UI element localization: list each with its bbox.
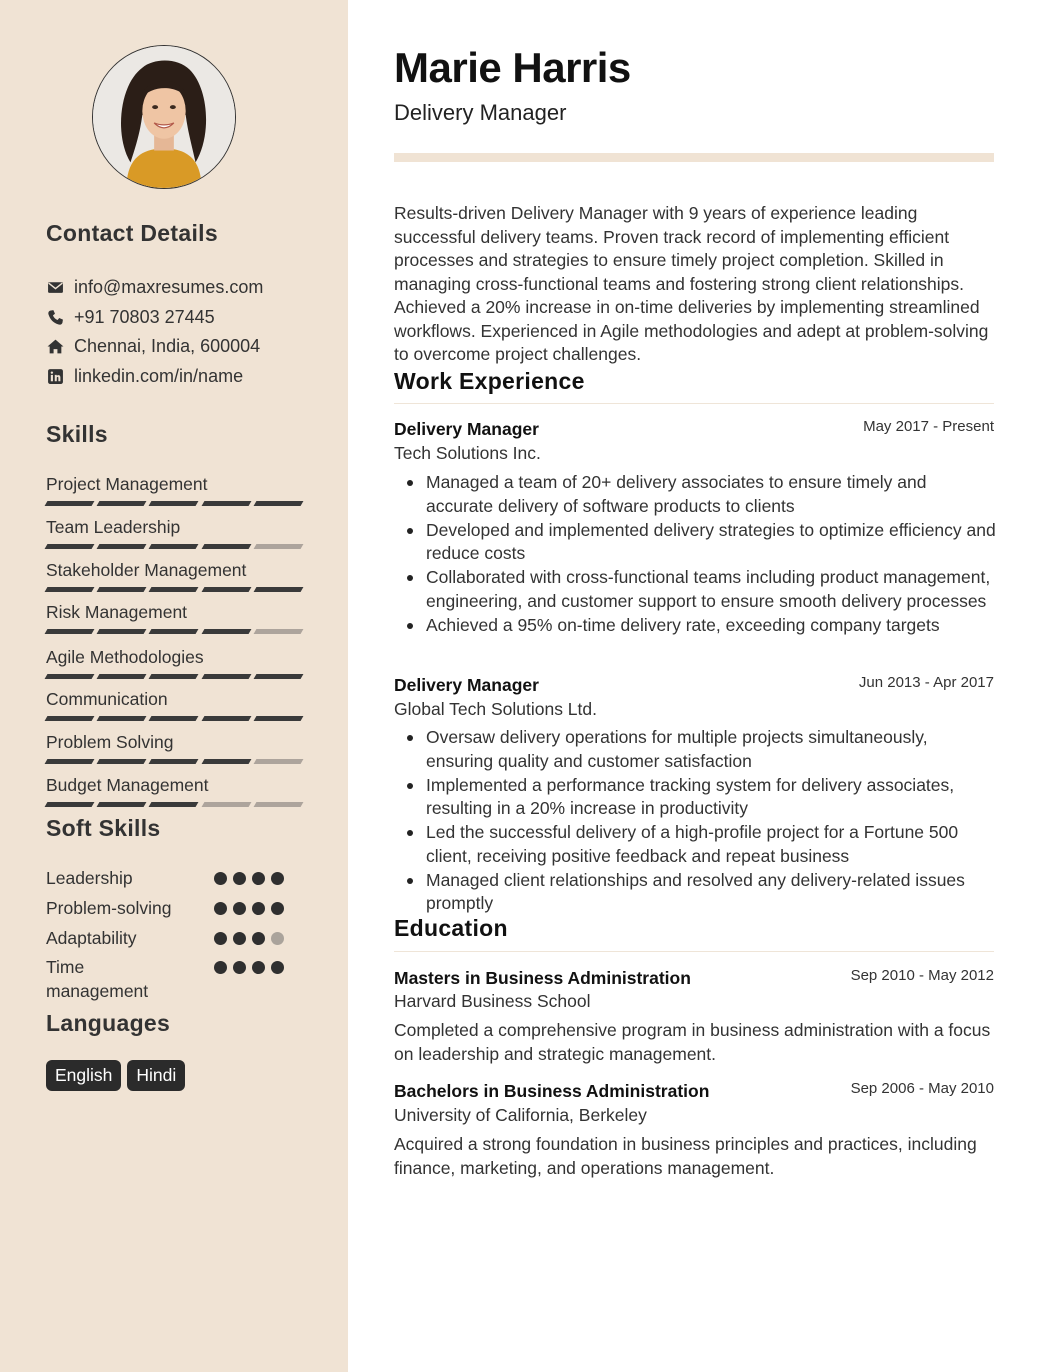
skill-label: Team Leadership xyxy=(46,517,181,537)
skill-item xyxy=(46,688,302,721)
skill-segment-filled xyxy=(149,802,199,807)
languages-list xyxy=(46,1060,185,1091)
section-divider xyxy=(394,403,994,404)
job-bullets xyxy=(394,471,998,638)
skill-segment-filled xyxy=(149,716,199,721)
education-heading: Education xyxy=(394,915,508,941)
job-dates: May 2017 - Present xyxy=(863,418,994,435)
soft-skill-label: Time management xyxy=(46,957,149,1001)
skill-label: Project Management xyxy=(46,474,208,494)
skill-item xyxy=(46,774,302,807)
skill-segment-filled xyxy=(201,587,251,592)
skill-item xyxy=(46,473,302,506)
school-name: Harvard Business School xyxy=(394,991,591,1011)
skill-segment-filled xyxy=(45,802,95,807)
skill-segment-filled xyxy=(201,674,251,679)
skill-level-bar xyxy=(46,587,302,592)
rating-dot-filled xyxy=(271,961,284,974)
soft-skill-label: Problem-solving xyxy=(46,898,172,918)
rating-dot-filled xyxy=(233,902,246,915)
skill-segment-filled xyxy=(201,629,251,634)
contact-email[interactable] xyxy=(46,277,263,298)
skill-segment-filled xyxy=(149,759,199,764)
skill-label: Problem Solving xyxy=(46,732,174,752)
school-name: University of California, Berkeley xyxy=(394,1105,647,1125)
rating-dot-filled xyxy=(252,872,265,885)
skill-segment-filled xyxy=(253,501,303,506)
address-text: Chennai, India, 600004 xyxy=(74,336,261,356)
home-icon xyxy=(46,338,64,356)
soft-skills-heading: Soft Skills xyxy=(46,815,161,841)
skill-segment-empty xyxy=(201,802,251,807)
skill-segment-filled xyxy=(97,802,147,807)
envelope-icon xyxy=(46,279,64,297)
skill-level-bar xyxy=(46,759,302,764)
rating-dot-filled xyxy=(214,902,227,915)
job-company: Global Tech Solutions Ltd. xyxy=(394,699,598,719)
profile-summary: Results-driven Delivery Manager with 9 years of experience leading successful delivery teams. Proven track record of implementing efficient processes and strategies to ensure timely project completion. Skilled in managing cross-functional teams and fostering strong client relationships. Achieved a 20% increase in on-time deliveries by implementing streamlined workflows. Experienced in Agile methodologies and adept at problem-solving to overcome project challenges. xyxy=(394,203,989,364)
profile-photo xyxy=(92,45,236,189)
skill-segment-filled xyxy=(253,587,303,592)
skill-label: Communication xyxy=(46,689,168,709)
soft-skill-label: Leadership xyxy=(46,868,133,888)
skill-segment-filled xyxy=(97,716,147,721)
skill-segment-empty xyxy=(253,802,303,807)
contact-phone[interactable] xyxy=(46,307,215,328)
skill-segment-filled xyxy=(149,587,199,592)
job-title: Delivery Manager xyxy=(394,675,539,695)
job-company: Tech Solutions Inc. xyxy=(394,443,541,463)
list-item: Oversaw delivery operations for multiple projects simultaneously, ensuring quality and customer satisfaction xyxy=(394,726,998,773)
job-dates: Jun 2013 - Apr 2017 xyxy=(858,674,994,691)
soft-skill-rating xyxy=(214,932,284,945)
list-item: Collaborated with cross-functional teams including product management, engineering, and customer support to ensure smooth delivery processes xyxy=(394,566,998,613)
skill-level-bar xyxy=(46,674,302,679)
skill-segment-filled xyxy=(97,501,147,506)
skills-heading: Skills xyxy=(46,421,108,447)
skill-segment-filled xyxy=(45,629,95,634)
soft-skill-rating xyxy=(214,872,284,885)
header-divider xyxy=(394,153,994,162)
skill-segment-filled xyxy=(97,674,147,679)
linkedin-icon xyxy=(46,368,64,386)
contact-linkedin[interactable] xyxy=(46,366,243,387)
rating-dot-filled xyxy=(233,932,246,945)
skill-segment-filled xyxy=(149,674,199,679)
section-divider xyxy=(394,951,994,952)
list-item: Achieved a 95% on-time delivery rate, exceeding company targets xyxy=(394,614,998,638)
list-item: Developed and implemented delivery strategies to optimize efficiency and reduce costs xyxy=(394,519,998,566)
skill-segment-filled xyxy=(97,587,147,592)
skill-level-bar xyxy=(46,802,302,807)
skill-segment-empty xyxy=(253,544,303,549)
job-bullets xyxy=(394,726,998,916)
skill-label: Risk Management xyxy=(46,602,188,622)
rating-dot-filled xyxy=(252,932,265,945)
skill-level-bar xyxy=(46,716,302,721)
skill-item xyxy=(46,646,302,679)
skill-level-bar xyxy=(46,544,302,549)
skill-segment-filled xyxy=(253,716,303,721)
rating-dot-filled xyxy=(271,902,284,915)
rating-dot-filled xyxy=(214,872,227,885)
skill-segment-filled xyxy=(45,587,95,592)
list-item: Implemented a performance tracking system for delivery associates, resulting in a 20% increase in productivity xyxy=(394,774,998,821)
skill-segment-filled xyxy=(201,501,251,506)
degree-description: Acquired a strong foundation in business principles and practices, including finance, marketing, and operations management. xyxy=(394,1134,977,1178)
skill-segment-filled xyxy=(201,716,251,721)
soft-skill-rating xyxy=(214,902,284,915)
skill-segment-empty xyxy=(253,759,303,764)
skill-segment-filled xyxy=(45,501,95,506)
rating-dot-filled xyxy=(233,872,246,885)
phone-icon xyxy=(46,309,64,327)
degree-title: Bachelors in Business Administration xyxy=(394,1081,710,1101)
list-item: Managed a team of 20+ delivery associates to ensure timely and accurate delivery of software products to clients xyxy=(394,471,998,518)
rating-dot-filled xyxy=(233,961,246,974)
skill-segment-filled xyxy=(253,674,303,679)
skill-segment-filled xyxy=(149,629,199,634)
rating-dot-filled xyxy=(214,961,227,974)
skill-segment-empty xyxy=(253,629,303,634)
sidebar xyxy=(0,0,348,1372)
degree-dates: Sep 2006 - May 2010 xyxy=(850,1080,994,1097)
skill-label: Budget Management xyxy=(46,775,209,795)
skill-segment-filled xyxy=(149,544,199,549)
candidate-name: Marie Harris xyxy=(394,44,631,91)
degree-title: Masters in Business Administration xyxy=(394,968,691,988)
languages-heading: Languages xyxy=(46,1010,171,1036)
skill-item xyxy=(46,601,302,634)
portrait-illustration xyxy=(93,46,235,188)
contact-heading: Contact Details xyxy=(46,220,218,246)
skill-level-bar xyxy=(46,501,302,506)
phone-text: +91 70803 27445 xyxy=(74,307,215,327)
rating-dot-filled xyxy=(214,932,227,945)
skill-label: Stakeholder Management xyxy=(46,560,247,580)
degree-dates: Sep 2010 - May 2012 xyxy=(850,967,994,984)
skill-segment-filled xyxy=(45,674,95,679)
degree-description: Completed a comprehensive program in business administration with a focus on leadership and strategic management. xyxy=(394,1020,991,1064)
rating-dot-filled xyxy=(252,902,265,915)
linkedin-text: linkedin.com/in/name xyxy=(74,366,244,386)
skill-segment-filled xyxy=(201,544,251,549)
skill-segment-filled xyxy=(149,501,199,506)
language-badge: Hindi xyxy=(127,1060,185,1091)
skill-segment-filled xyxy=(45,544,95,549)
skill-segment-filled xyxy=(97,544,147,549)
job-title: Delivery Manager xyxy=(394,419,539,439)
list-item: Led the successful delivery of a high-profile project for a Fortune 500 client, receiving positive feedback and repeat business xyxy=(394,821,998,868)
language-badge: English xyxy=(46,1060,121,1091)
skill-segment-filled xyxy=(45,759,95,764)
soft-skill-label: Adaptability xyxy=(46,928,137,948)
skill-item xyxy=(46,731,302,764)
main-content xyxy=(348,0,1040,1372)
rating-dot-empty xyxy=(271,932,284,945)
skill-item xyxy=(46,516,302,549)
work-experience-heading: Work Experience xyxy=(394,368,585,394)
contact-address xyxy=(46,336,260,357)
skill-level-bar xyxy=(46,629,302,634)
skill-segment-filled xyxy=(201,759,251,764)
soft-skill-rating xyxy=(214,961,284,974)
skill-segment-filled xyxy=(97,759,147,764)
skill-segment-filled xyxy=(45,716,95,721)
skill-label: Agile Methodologies xyxy=(46,647,204,667)
rating-dot-filled xyxy=(271,872,284,885)
candidate-role: Delivery Manager xyxy=(394,100,567,125)
skill-segment-filled xyxy=(97,629,147,634)
rating-dot-filled xyxy=(252,961,265,974)
email-text: info@maxresumes.com xyxy=(74,277,264,297)
list-item: Managed client relationships and resolved any delivery-related issues promptly xyxy=(394,869,998,916)
skill-item xyxy=(46,559,302,592)
